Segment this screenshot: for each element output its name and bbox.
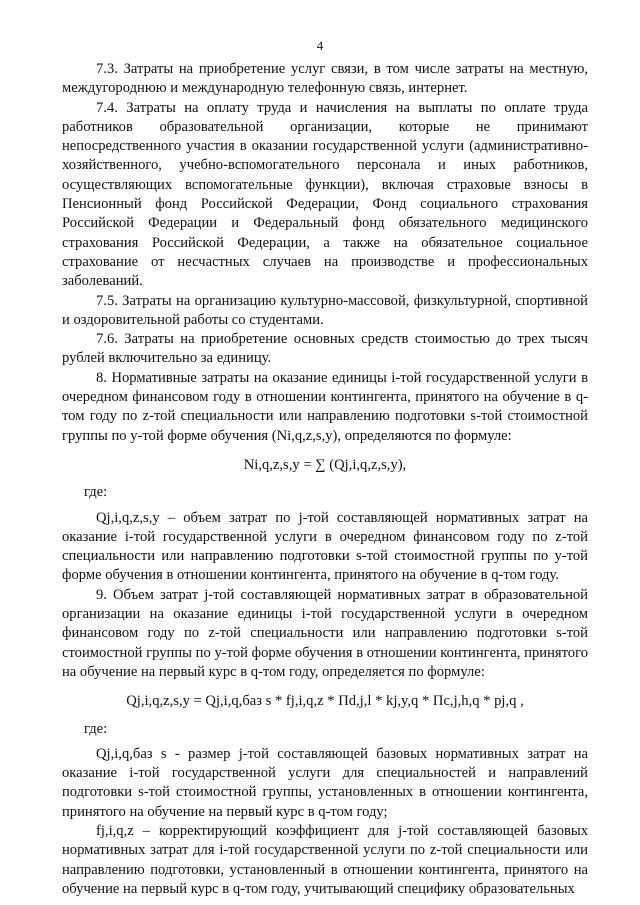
paragraph-7-4: 7.4. Затраты на оплату труда и начисления на выплаты по оплате труда работников образовательной организации, которые не принимают непосредственного участия в оказании государственной услуги (административно-хозяйственного, учебно-вспомогательного персонала и иных работников, осуществляющих вспомогательные функции), включая страховые взносы в Пенсионный фонд Российской Федерации, Фонд социального страхования Российской Федерации и Федеральный фонд обязательного медицинского страхования Российской Федерации, а также на обязательное социальное страхование от несчастных случаев на производстве и профессиональных заболеваний.	[62, 99, 588, 290]
formula-n: Ni,q,z,s,y = ∑ (Qj,i,q,z,s,y),	[243, 456, 407, 473]
paragraph-8: 8. Нормативные затраты на оказание единицы i-той государственной услуги в очередном финансовом году в отношении контингента, принятого на обучение в q-том году по z-той специальности или направлению подготовки s-той стоимостной группы по y-той форме обучения (Ni,q,z,s,y), определяются по формуле:	[62, 369, 588, 444]
definition-q-baz: Qj,i,q,баз s - размер j-той составляющей базовых нормативных затрат на оказание i-той государственной услуги для специальностей и направлений подготовки s-той стоимостной группы, установленных в отношении контингента, принятого на обучение на первый курс в q-том году;	[62, 745, 588, 820]
definition-f: fj,i,q,z – корректирующий коэффициент для j-той составляющей базовых нормативных затрат для i-той государственной услуги по z-той специальности или направлению подготовки, установленный в отношении контингента, принятого на обучение на первый курс в q-том году, учитывающий специфику образовательных	[62, 822, 588, 897]
formula-q: Qj,i,q,z,s,y = Qj,i,q,баз s * fj,i,q,z * Пd,j,l * kj,y,q * Пc,j,h,q * pj,q ,	[126, 693, 524, 710]
where-label-1: где:	[84, 484, 108, 501]
page-number: 4	[316, 38, 324, 53]
paragraph-9: 9. Объем затрат j-той составляющей нормативных затрат в образовательной организации на оказание единицы i-той государственной услуги в очередном финансовом году по z-той специальности или направлению подготовки s-той стоимостной группы по y-той форме обучения в отношении контингента, принятого на обучение на первый курс в q-том году, определяется по формуле:	[62, 586, 588, 680]
paragraph-7-5: 7.5. Затраты на организацию культурно-массовой, физкультурной, спортивной и оздоровительной работы со студентами.	[62, 292, 588, 328]
paragraph-7-3: 7.3. Затраты на приобретение услуг связи, в том числе затраты на местную, междугороднюю и международную телефонную связь, интернет.	[62, 61, 588, 97]
definition-q: Qj,i,q,z,s,y – объем затрат по j-той составляющей нормативных затрат на оказание i-той государственной услуги в очередном финансовом году по z-той специальности или направлению подготовки s-той стоимостной группы по y-той форме обучения в отношении контингента, принятого на обучение в q-том году.	[62, 509, 588, 584]
paragraph-7-6: 7.6. Затраты на приобретение основных средств стоимостью до трех тысяч рублей включительно за единицу.	[62, 331, 588, 367]
document-body	[62, 60, 588, 899]
where-label-2: где:	[84, 720, 108, 737]
